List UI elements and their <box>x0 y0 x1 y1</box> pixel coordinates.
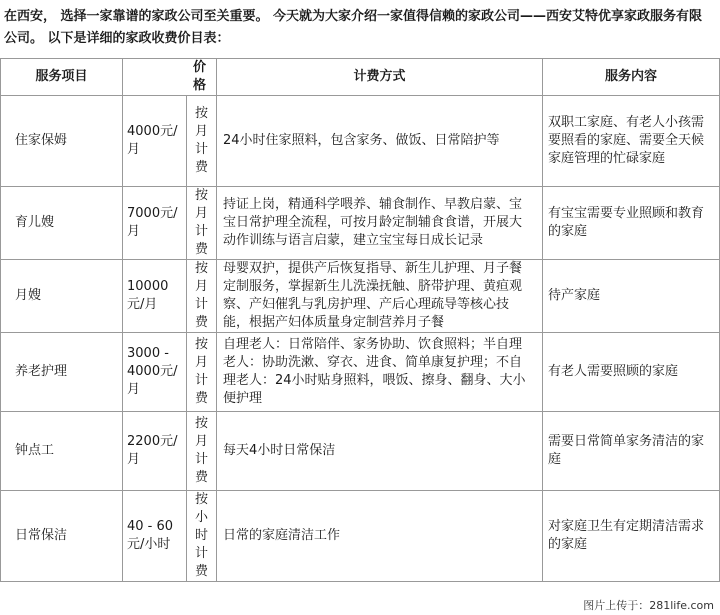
table-row <box>1 491 720 582</box>
cell-method: 24小时住家照料，包含家务、做饭、日常陪护等 <box>217 96 543 187</box>
cell-content: 待产家庭 <box>543 260 720 333</box>
cell-content: 有宝宝需要专业照顾和教育的家庭 <box>543 187 720 260</box>
table-header-row <box>1 59 720 96</box>
table-row <box>1 96 720 187</box>
header-service: 服务项目 <box>1 59 123 96</box>
table-row <box>1 187 720 260</box>
upload-watermark: 图片上传于：281life.com <box>583 599 714 612</box>
cell-method: 母婴双护，提供产后恢复指导、新生儿护理、月子餐定制服务，掌握新生儿洗澡抚触、脐带护理、黄疸观察、产妇催乳与乳房护理、产后心理疏导等核心技能，根据产妇体质量身定制营养月子餐 <box>217 260 543 333</box>
cell-content: 双职工家庭、有老人小孩需要照看的家庭、需要全天候家庭管理的忙碌家庭 <box>543 96 720 187</box>
cell-unit: 按月计费 <box>187 333 217 412</box>
cell-unit: 按月计费 <box>187 260 217 333</box>
cell-content: 对家庭卫生有定期清洁需求的家庭 <box>543 491 720 582</box>
cell-price: 10000元/月 <box>123 260 187 333</box>
cell-service: 育儿嫂 <box>1 187 123 260</box>
cell-service: 养老护理 <box>1 333 123 412</box>
table-row <box>1 412 720 491</box>
table-row <box>1 333 720 412</box>
cell-price: 2200元/月 <box>123 412 187 491</box>
price-table <box>0 58 720 582</box>
cell-method: 每天4小时日常保洁 <box>217 412 543 491</box>
cell-content: 需要日常简单家务清洁的家庭 <box>543 412 720 491</box>
cell-unit: 按月计费 <box>187 96 217 187</box>
cell-price: 40 - 60元/小时 <box>123 491 187 582</box>
cell-service: 住家保姆 <box>1 96 123 187</box>
cell-service: 月嫂 <box>1 260 123 333</box>
cell-service: 钟点工 <box>1 412 123 491</box>
header-content: 服务内容 <box>543 59 720 96</box>
header-method: 计费方式 <box>217 59 543 96</box>
cell-method: 自理老人：日常陪伴、家务协助、饮食照料；半自理老人：协助洗漱、穿衣、进食、简单康复护理；不自理老人：24小时贴身照料，喂饭、擦身、翻身、大小便护理 <box>217 333 543 412</box>
cell-price: 3000 - 4000元/月 <box>123 333 187 412</box>
cell-unit: 按月计费 <box>187 412 217 491</box>
cell-price: 7000元/月 <box>123 187 187 260</box>
header-price: 价格 <box>123 59 217 96</box>
cell-price: 4000元/月 <box>123 96 187 187</box>
cell-method: 日常的家庭清洁工作 <box>217 491 543 582</box>
cell-service: 日常保洁 <box>1 491 123 582</box>
cell-content: 有老人需要照顾的家庭 <box>543 333 720 412</box>
cell-method: 持证上岗，精通科学喂养、辅食制作、早教启蒙、宝宝日常护理全流程，可按月龄定制辅食食谱，开展大动作训练与语言启蒙，建立宝宝每日成长记录 <box>217 187 543 260</box>
intro-paragraph: 在西安， 选择一家靠谱的家政公司至关重要。 今天就为大家介绍一家值得信赖的家政公司——西安艾特优享家政服务有限公司。 以下是详细的家政收费价目表： <box>4 9 703 46</box>
table-row <box>1 260 720 333</box>
cell-unit: 按小时计费 <box>187 491 217 582</box>
cell-unit: 按月计费 <box>187 187 217 260</box>
